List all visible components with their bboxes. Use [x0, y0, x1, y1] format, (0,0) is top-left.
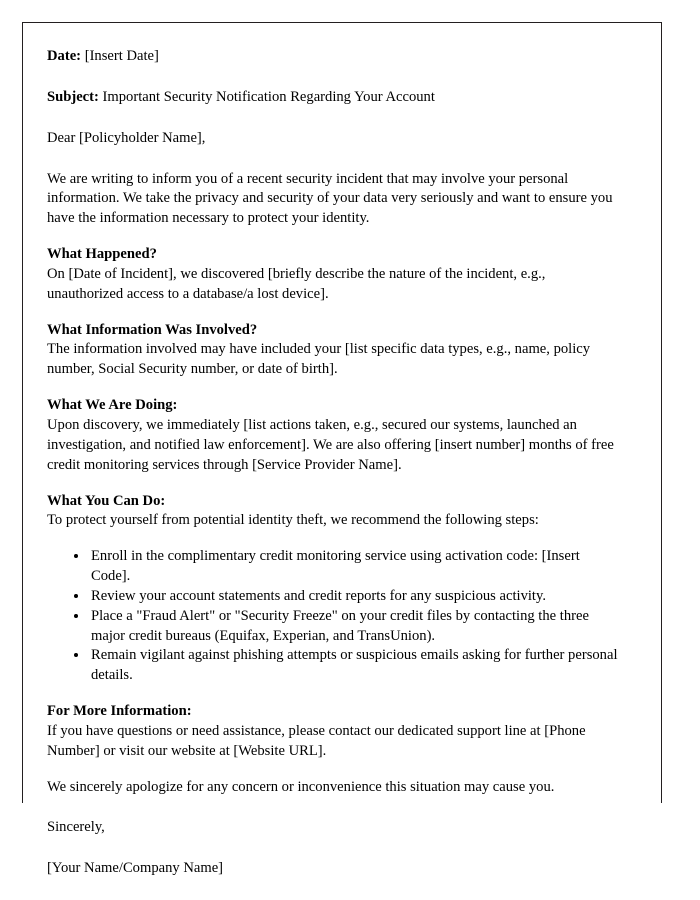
section-heading: What Happened? — [47, 246, 157, 263]
subject-line — [47, 88, 621, 108]
date-value: [Insert Date] — [84, 48, 159, 64]
signoff: Sincerely, — [47, 819, 105, 836]
section-what-we-are-doing — [47, 396, 621, 475]
list-item: • Enroll in the complimentary credit monitoring service using activation code: [Insert Code]. — [89, 547, 621, 587]
signature-line: [Your Name/Company Name] — [47, 860, 224, 877]
section-what-information-was-involved — [47, 321, 621, 381]
date-line — [47, 47, 621, 67]
document-page — [22, 22, 662, 877]
section-body: On [Date of Incident], we discovered [briefly describe the nature of the incident, e.g., unauthorized access to a database/a lost device]. — [47, 265, 546, 302]
section-body: To protect yourself from potential identity theft, we recommend the following steps: — [47, 512, 539, 529]
section-heading: What You Can Do: — [47, 492, 166, 509]
intro-paragraph: We are writing to inform you of a recent security incident that may involve your personal information. We take the privacy and security of your data very seriously and want to ensure you have the information necessary to protect your identity. — [47, 170, 613, 227]
section-body: If you have questions or need assistance, please contact our dedicated support line at [Phone Number] or visit our website at [Website URL]. — [47, 722, 586, 759]
list-item: • Review your account statements and credit reports for any suspicious activity. — [89, 587, 621, 607]
apology-paragraph: We sincerely apologize for any concern or inconvenience this situation may cause you. — [47, 778, 555, 795]
section-for-more-information — [47, 702, 621, 762]
section-body: The information involved may have included your [list specific data types, e.g., name, policy number, Social Security number, or date of birth]. — [47, 341, 591, 378]
list-item: • Place a "Fraud Alert" or "Security Freeze" on your credit files by contacting the three major credit bureaus (Equifax, Experian, and TransUnion). — [89, 607, 621, 647]
section-heading: What We Are Doing: — [47, 397, 178, 414]
section-what-you-can-do — [47, 492, 621, 532]
salutation: Dear [Policyholder Name], — [47, 129, 206, 146]
document-body — [23, 23, 661, 879]
date-label: Date: — [47, 48, 82, 64]
recommended-steps-list — [47, 547, 621, 686]
section-heading: For More Information: — [47, 703, 192, 720]
section-body: Upon discovery, we immediately [list actions taken, e.g., secured our systems, launched an investigation, and notified law enforcement]. We are also offering [insert number] months of free credit monitoring services through [Service Provider Name]. — [47, 416, 614, 473]
subject-label: Subject: — [47, 88, 99, 105]
section-heading: What Information Was Involved? — [47, 321, 258, 338]
section-what-happened — [47, 245, 621, 305]
list-item: • Remain vigilant against phishing attempts or suspicious emails asking for further personal details. — [89, 646, 621, 686]
subject-value: Important Security Notification Regarding Your Account — [102, 88, 435, 105]
